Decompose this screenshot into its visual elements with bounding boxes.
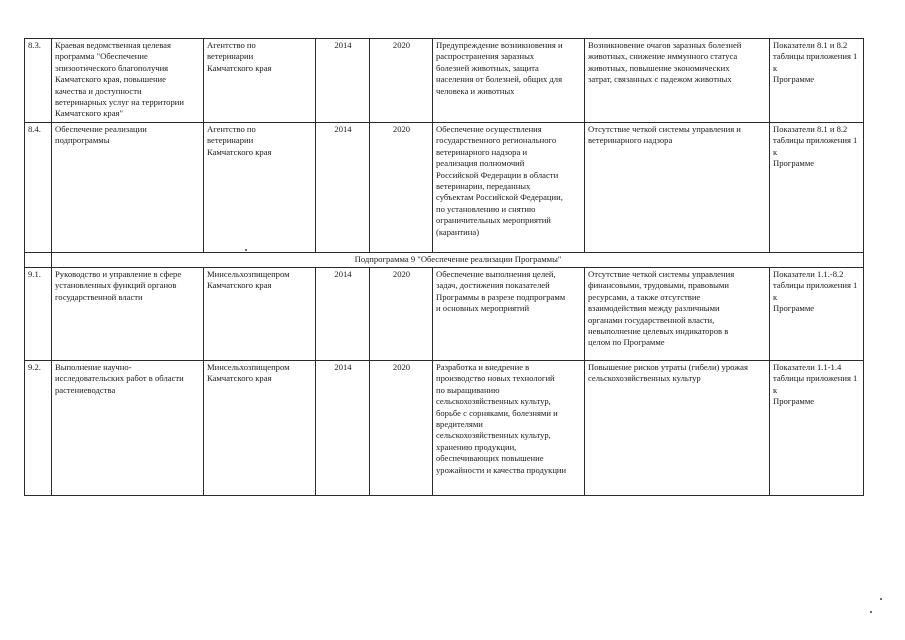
non-implementation-consequences <box>585 39 770 123</box>
executor <box>204 123 316 253</box>
measure-name <box>52 268 204 361</box>
end-year <box>370 361 433 496</box>
measure-name-text: Выполнение научно- исследовательских работ в области растениеводства <box>55 362 184 395</box>
end-year <box>370 268 433 361</box>
consequences-text: Отсутствие четкой системы управления и ветеринарного надзора <box>588 124 741 146</box>
measure-name <box>52 123 204 253</box>
executor-text: Минсельхозпищепром Камчатского края <box>207 362 290 384</box>
indicators <box>770 361 864 496</box>
table-row <box>25 123 864 253</box>
row-number <box>25 39 52 123</box>
section-title <box>52 253 864 268</box>
expected-result <box>433 39 585 123</box>
indicators-text: Показатели 1.1-1.4 таблицы приложения 1 к Программе <box>773 362 858 407</box>
start-year-text: 2014 <box>334 362 352 372</box>
executor <box>204 268 316 361</box>
start-year <box>316 361 370 496</box>
indicators <box>770 39 864 123</box>
indicators-text: Показатели 8.1 и 8.2 таблицы приложения 1 к Программе <box>773 124 858 169</box>
table-row <box>25 361 864 496</box>
end-year <box>370 123 433 253</box>
expected-result <box>433 268 585 361</box>
end-year-text: 2020 <box>392 362 411 372</box>
scan-speck <box>245 249 247 251</box>
end-year-text: 2020 <box>392 124 411 134</box>
expected-result <box>433 361 585 496</box>
measure-name-text: Обеспечение реализации подпрограммы <box>55 124 147 146</box>
indicators <box>770 123 864 253</box>
expected-result-text: Предупреждение возникновения и распространения заразных болезней животных, защита населения от болезней, общих для человека и животных <box>436 40 563 96</box>
end-year-text: 2020 <box>392 269 411 279</box>
non-implementation-consequences <box>585 361 770 496</box>
scan-speck <box>870 611 872 613</box>
row-number <box>25 268 52 361</box>
section-title-text: Подпрограмма 9 "Обеспечение реализации Программы" <box>354 254 562 264</box>
indicators-text: Показатели 1.1.-8.2 таблицы приложения 1 к Программе <box>773 269 858 314</box>
end-year-text: 2020 <box>392 40 411 50</box>
row-number-text: 9.2. <box>28 362 41 372</box>
row-number <box>25 361 52 496</box>
executor-text: Агентство по ветеринарии Камчатского края <box>207 40 272 73</box>
consequences-text: Отсутствие четкой системы управления финансовыми, трудовыми, правовыми ресурсами, а также отсутствие взаимодействия между различными органами государственной власти, невыполнение целевых индикаторов в целом по Программе <box>588 269 735 348</box>
end-year <box>370 39 433 123</box>
row-number <box>25 123 52 253</box>
consequences-text: Возникновение очагов заразных болезней животных, снижение иммунного статуса животных, повышение экономических затрат, связанных с падежом животных <box>588 40 742 85</box>
measure-name-text: Руководство и управление в сфере установленных функций органов государственной власти <box>55 269 182 302</box>
start-year <box>316 39 370 123</box>
section-header-row <box>25 253 864 268</box>
executor-text: Агентство по ветеринарии Камчатского края <box>207 124 272 157</box>
row-number-text: 8.4. <box>28 124 41 134</box>
consequences-text: Повышение рисков утраты (гибели) урожая сельскохозяйственных культур <box>588 362 748 384</box>
row-number-text: 8.3. <box>28 40 41 50</box>
table-row <box>25 268 864 361</box>
row-number-text: 9.1. <box>28 269 41 279</box>
expected-result-text: Разработка и внедрение в производство новых технологий по выращиванию сельскохозяйственных культур, борьбе с сорняками, болезнями и вредителями сельскохозяйственных культур, хранению продукции, обеспечивающих повышение урожайности и качества продукции <box>436 362 567 475</box>
table-row <box>25 39 864 123</box>
section-number-cell <box>25 253 52 268</box>
indicators-text: Показатели 8.1 и 8.2 таблицы приложения 1 к Программе <box>773 40 858 85</box>
non-implementation-consequences <box>585 268 770 361</box>
executor <box>204 39 316 123</box>
start-year-text: 2014 <box>334 269 352 279</box>
measure-name <box>52 361 204 496</box>
start-year-text: 2014 <box>334 124 352 134</box>
indicators <box>770 268 864 361</box>
start-year <box>316 123 370 253</box>
measure-name <box>52 39 204 123</box>
scan-speck <box>880 598 882 600</box>
non-implementation-consequences <box>585 123 770 253</box>
start-year <box>316 268 370 361</box>
expected-result-text: Обеспечение осуществления государственного регионального ветеринарного надзора и реализация полномочий Российской Федерации в области ветеринарии, переданных субъектам Российской Федерации, по установлению и снятию ограничительных мероприятий (карантина) <box>436 124 563 237</box>
expected-result <box>433 123 585 253</box>
executor <box>204 361 316 496</box>
executor-text: Минсельхозпищепром Камчатского края <box>207 269 290 291</box>
measure-name-text: Краевая ведомственная целевая программа "Обеспечение эпизоотического благополучия Камчатского края, повышение качества и доступности ветеринарных услуг на территории Камчатского края" <box>55 40 184 119</box>
measures-table <box>24 38 864 496</box>
expected-result-text: Обеспечение выполнения целей, задач, достижения показателей Программы в разрезе подпрограмм и основных мероприятий <box>436 269 566 314</box>
start-year-text: 2014 <box>334 40 352 50</box>
